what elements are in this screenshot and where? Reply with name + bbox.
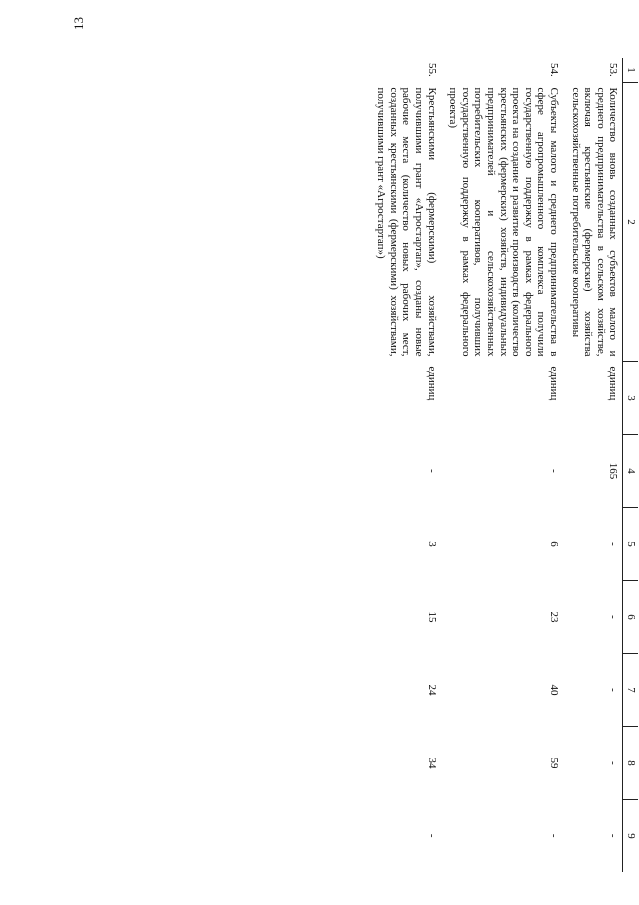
value-col-7: 40 <box>548 684 561 696</box>
unit-cell: единиц <box>548 366 561 401</box>
indicator-name: Субъекты малого и среднего предпринимательства в сфере агропромышленного комплекса получили государственную поддержку в рамках федерального проекта на создание и развитие производств (количество крестьянских (фермерских) хозяйств, индивидуальных предпринимателей и сельскохозяйственных потребительских кооперативов, получивших государственную поддержку в рамках федерального проекта) <box>447 87 561 357</box>
value-col-9: - <box>425 833 438 838</box>
value-col-9: - <box>548 833 561 838</box>
table-row <box>369 58 441 872</box>
header-col-8: 8 <box>623 727 638 800</box>
header-row <box>623 58 638 872</box>
value-col-4: - <box>425 469 438 473</box>
value-col-8: 34 <box>425 757 438 769</box>
header-col-5: 5 <box>623 508 638 581</box>
unit-cell: единиц <box>607 366 620 401</box>
row-number: 53. <box>607 63 620 77</box>
value-col-8: 59 <box>548 757 561 769</box>
indicator-name: Крестьянскими (фермерскими) хозяйствами, получившими грант «Агростартап», созданы новые рабочие места (количество новых рабочих мест, созданных крестьянскими (фермерскими) хозяйствами, получившими грант «Агростартап») <box>375 87 438 357</box>
header-col-9: 9 <box>623 800 638 873</box>
value-col-6: 23 <box>548 611 561 623</box>
rotated-table-container <box>138 58 638 848</box>
value-col-7: 24 <box>425 684 438 696</box>
header-col-6: 6 <box>623 581 638 654</box>
indicator-name: Количество вновь созданных субъектов малого и среднего предпринимательства в сельском хозяйстве, включая крестьянские (фермерские) хозяйства сельскохозяйственные потребительские кооперативы <box>569 87 620 357</box>
value-col-6: 15 <box>425 611 438 623</box>
value-col-6: - <box>607 615 620 619</box>
value-col-7: - <box>607 688 620 692</box>
unit-cell: единиц <box>425 366 438 401</box>
value-col-5: - <box>607 542 620 546</box>
page-number: 13 <box>71 17 86 30</box>
value-col-5: 6 <box>548 541 561 547</box>
header-col-2: 2 <box>623 83 638 362</box>
row-number: 55. <box>425 63 438 77</box>
value-col-4: 165 <box>607 462 620 480</box>
value-col-9: - <box>607 833 620 838</box>
table-row <box>563 58 623 872</box>
header-col-4: 4 <box>623 435 638 508</box>
header-col-3: 3 <box>623 362 638 435</box>
value-col-4: - <box>548 469 561 473</box>
indicators-table <box>369 58 638 872</box>
value-col-8: - <box>607 761 620 765</box>
value-col-5: 3 <box>425 541 438 547</box>
header-col-7: 7 <box>623 654 638 727</box>
row-number: 54. <box>548 63 561 77</box>
header-col-1: 1 <box>623 58 638 83</box>
table-row <box>441 58 563 872</box>
